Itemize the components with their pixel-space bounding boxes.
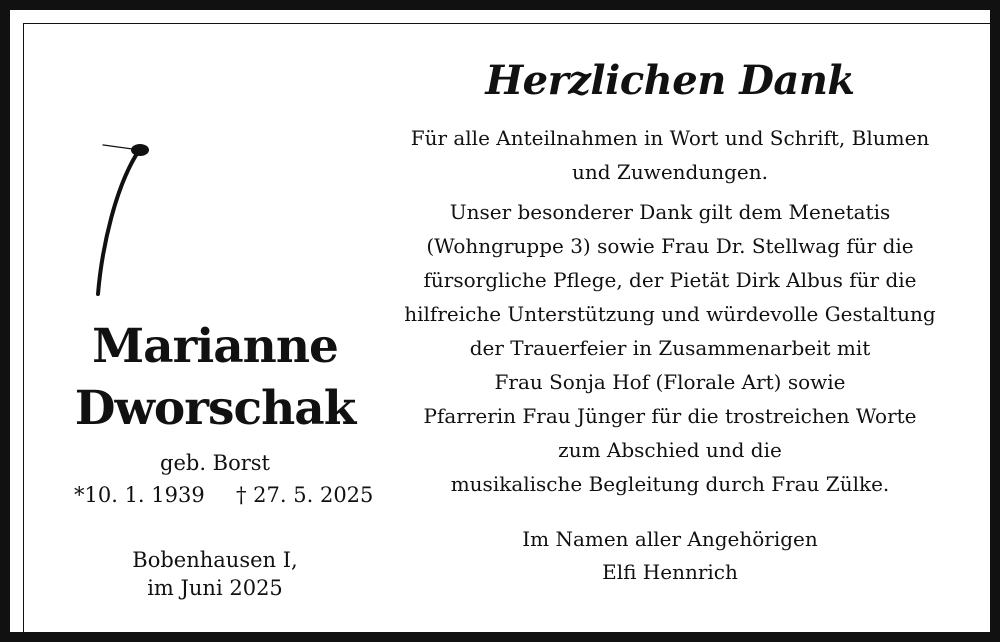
signature-line-2: Elfi Hennrich [602, 560, 738, 584]
thanks-line: Pfarrerin Frau Jünger für die trostreichen Worte [423, 404, 917, 428]
deceased-name [40, 316, 390, 440]
maiden-name: geb. Borst [160, 451, 270, 475]
dandelion-seedhead [103, 144, 150, 156]
thanks-paragraph [395, 195, 945, 501]
intro-line: und Zuwendungen. [572, 160, 768, 184]
place-line-2: im Juni 2025 [147, 576, 283, 600]
last-name: Dworschak [74, 381, 356, 436]
thanks-line: Unser besonderer Dank gilt dem Menetatis [449, 200, 891, 224]
thanks-line: musikalische Begleitung durch Frau Zülke. [450, 472, 890, 496]
thanks-line: fürsorgliche Pflege, der Pietät Dirk Albus für die [423, 268, 917, 292]
first-name: Marianne [92, 319, 338, 374]
intro-line: Für alle Anteilnahmen in Wort und Schrift, Blumen [410, 126, 930, 150]
place-and-date [40, 546, 390, 602]
thanks-line: zum Abschied und die [558, 438, 782, 462]
place-line-1: Bobenhausen I, [132, 548, 298, 572]
thanks-line: (Wohngruppe 3) sowie Frau Dr. Stellwag für die [426, 234, 914, 258]
heading: Herzlichen Dank [485, 57, 855, 104]
thanks-line: der Trauerfeier in Zusammenarbeit mit [469, 336, 871, 360]
dandelion-illustration [72, 56, 354, 304]
intro-paragraph [395, 121, 945, 189]
thanks-line: hilfreiche Unterstützung und würdevolle Gestaltung [404, 302, 936, 326]
signature-line-1: Im Namen aller Angehörigen [522, 527, 818, 551]
thanks-line: Frau Sonja Hof (Florale Art) sowie [494, 370, 846, 394]
thanks-column [395, 50, 945, 589]
death-date: † 27. 5. 2025 [236, 483, 374, 507]
birth-date: *10. 1. 1939 [74, 483, 205, 507]
signature [395, 523, 945, 589]
